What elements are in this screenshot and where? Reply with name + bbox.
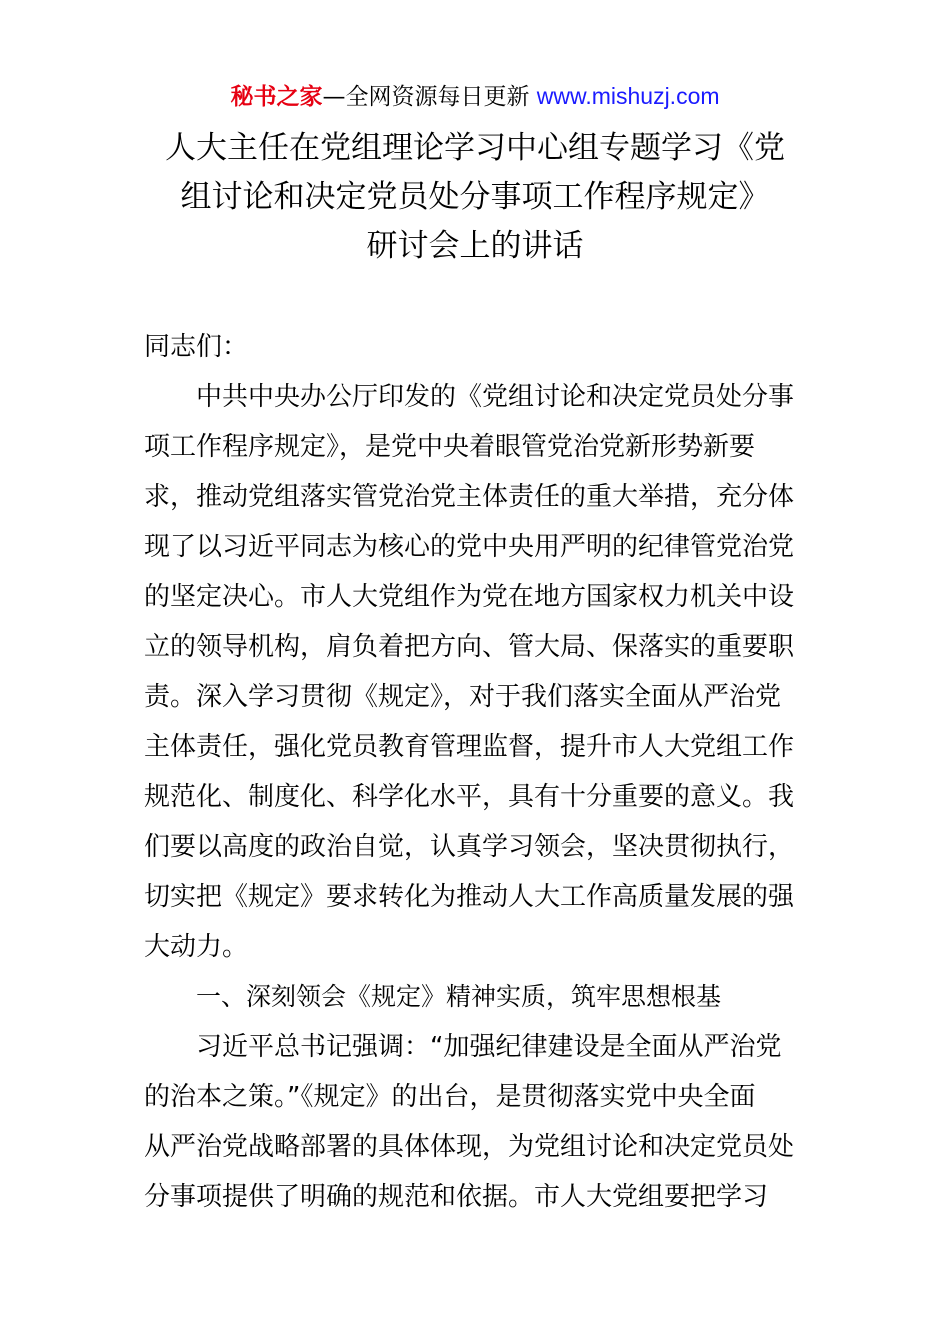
text-line: 切实把《规定》要求转化为推动人大工作高质量发展的强 — [144, 882, 795, 912]
text-line: 习近平总书记强调：“加强纪律建设是全面从严治党 — [196, 1032, 782, 1062]
text-line: 立的领导机构，肩负着把方向、管大局、保落实的重要职 — [144, 632, 795, 662]
title-line: 研讨会上的讲话 — [366, 228, 584, 264]
text-line: 的治本之策。”《规定》的出台，是贯彻落实党中央全面 — [144, 1082, 756, 1112]
site-brand: 秘书之家 — [230, 84, 323, 110]
site-banner — [0, 80, 950, 113]
text-line: 从严治党战略部署的具体体现，为党组讨论和决定党员处 — [144, 1132, 795, 1162]
section-heading: 一、深刻领会《规定》精神实质，筑牢思想根基 — [196, 982, 722, 1011]
text-line: 主体责任，强化党员教育管理监督，提升市人大党组工作 — [144, 732, 795, 762]
text-line: 责。深入学习贯彻《规定》，对于我们落实全面从严治党 — [144, 682, 782, 712]
text-line: 们要以高度的政治自觉，认真学习领会，坚决贯彻执行， — [144, 832, 795, 862]
text-line: 分事项提供了明确的规范和依据。市人大党组要把学习 — [144, 1182, 769, 1212]
text-line: 规范化、制度化、科学化水平，具有十分重要的意义。我 — [144, 782, 795, 812]
text-line: 求，推动党组落实管党治党主体责任的重大举措，充分体 — [144, 482, 795, 512]
text-line: 现了以习近平同志为核心的党中央用严明的纪律管党治党 — [144, 532, 795, 562]
paragraph-intro — [144, 372, 808, 1222]
salutation: 同志们： — [144, 332, 249, 362]
site-url-link[interactable]: www.mishuzj.com — [536, 83, 720, 109]
site-tagline: —全网资源每日更新 — [322, 84, 537, 110]
title-line: 人大主任在党组理论学习中心组专题学习《党 — [165, 130, 785, 166]
title-line: 组讨论和决定党员处分事项工作程序规定》 — [180, 179, 770, 215]
document-title — [100, 124, 850, 271]
text-line: 中共中央办公厅印发的《党组讨论和决定党员处分事 — [196, 382, 795, 412]
text-line: 的坚定决心。市人大党组作为党在地方国家权力机关中设 — [144, 582, 795, 612]
text-line: 项工作程序规定》，是党中央着眼管党治党新形势新要 — [144, 432, 756, 462]
text-line: 大动力。 — [144, 932, 249, 962]
